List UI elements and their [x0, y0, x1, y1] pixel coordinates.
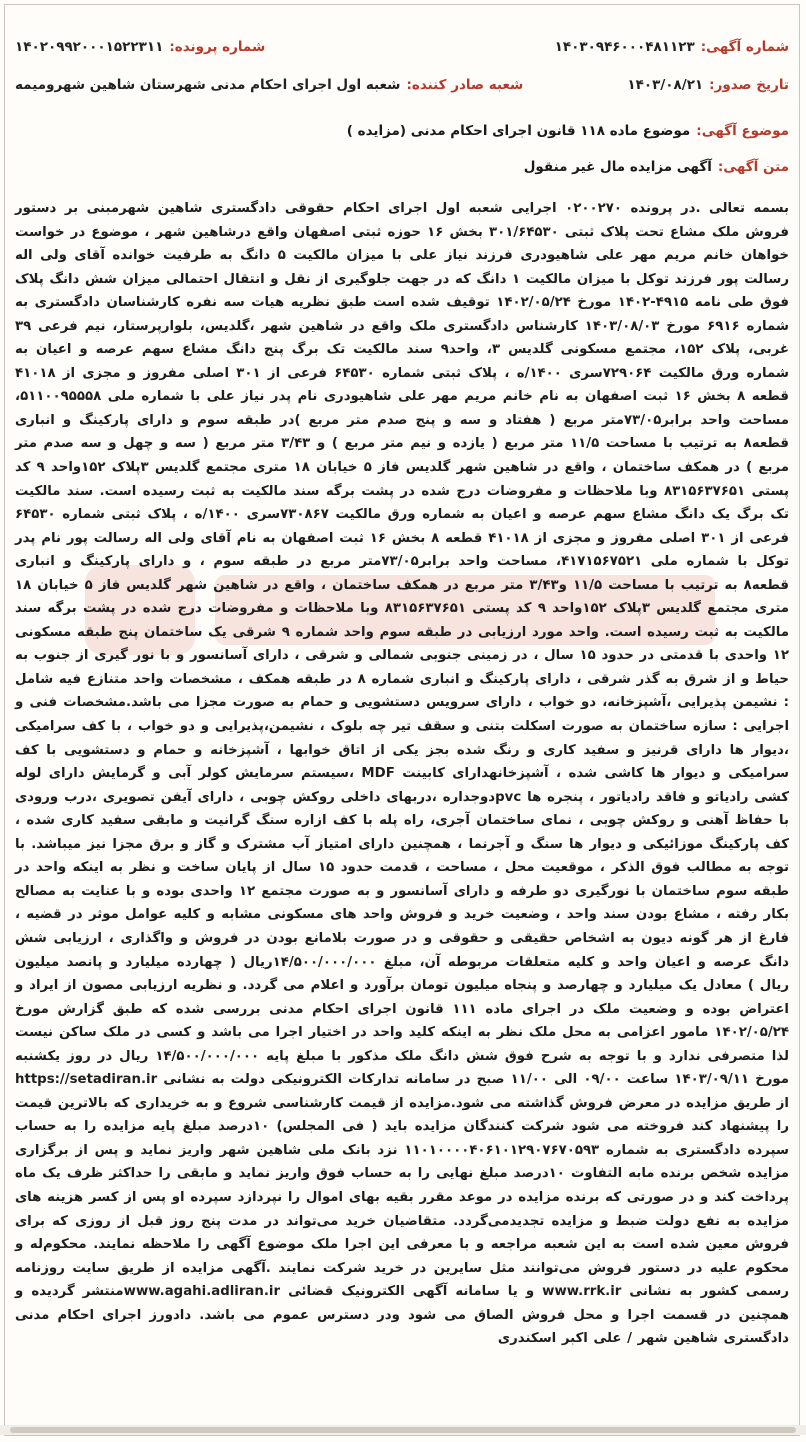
- header-row-1: [15, 35, 789, 59]
- case-number: [15, 39, 265, 55]
- ad-number: [555, 39, 789, 55]
- subject: [347, 123, 789, 139]
- scrollbar-thumb[interactable]: [10, 1427, 796, 1433]
- ad-number-value: ۱۴۰۳۰۹۴۶۰۰۰۴۸۱۱۲۳: [554, 39, 695, 55]
- subject-label: موضوع آگهی:: [696, 123, 789, 139]
- horizontal-scrollbar[interactable]: [0, 1425, 806, 1435]
- issuer-value: شعبه اول اجرای احکام مدنی شهرستان شاهین شهرومیمه: [15, 77, 401, 93]
- issue-date-label: تاریخ صدور:: [709, 77, 789, 93]
- ad-number-label: شماره آگهی:: [700, 39, 789, 55]
- notice-frame: [4, 4, 800, 1436]
- header-row-2: [15, 73, 789, 97]
- ad-title-label: متن آگهی:: [717, 159, 789, 175]
- issue-date: [627, 77, 789, 93]
- subject-value: موضوع ماده ۱۱۸ قانون اجرای احکام مدنی (مزایده ): [346, 123, 691, 139]
- ad-title-value: آگهی مزایده مال غیر منقول: [523, 159, 712, 175]
- case-number-value: ۱۴۰۲۰۹۹۲۰۰۰۱۵۲۲۳۱۱: [15, 39, 164, 55]
- issuer-label: شعبه صادر کننده:: [406, 77, 524, 93]
- issuer: [15, 77, 523, 93]
- issue-date-value: ۱۴۰۳/۰۸/۲۱: [627, 77, 704, 93]
- notice-body: بسمه تعالی .در پرونده ۰۲۰۰۲۷۰ اجرایی شعبه اول اجرای احکام حقوقی دادگستری شاهین شهرمبنی بر دستور فروش ملک مشاع تحت پلاک ثبتی ۳۰۱/۶۴۵۳۰ بخش ۱۶ حوزه ثبتی اصفهان واقع درشاهین شهر ، موضوع در خواست خواهان خانم مریم مهر علی شاهیودری فرزند نیاز علی با میزان مالکیت ۵ دانگ به طرفیت خوانده آقای ولی اله رسالت پور فرزند توکل با میزان مالکیت ۱ دانگ که در جهت جلوگیری از نقل و انتقال احتمالی میزان شش دانگ پلاک فوق طی نامه ۴۹۱۵-۱۴۰۲ مورخ ۱۴۰۲/۰۵/۲۴ توقیف شده است طبق نظریه هیات سه نفره کارشناسان دادگستری به شماره ۶۹۱۶ مورخ ۱۴۰۳/۰۸/۰۳ کارشناس دادگستری ملک واقع در شاهین شهر ،گلدیس، بلوارپرستار، نیم فرعی ۳۹ غربی، پلاک ۱۵۲، مجتمع مسکونی گلدیس ۳، واحد۹ سند مالکیت تک برگ پنج دانگ مشاع سهم عرصه و اعیان به شماره ورق مالکیت ۷۲۹۰۶۴سری ۱۴۰۰/ه ، پلاک ثبتی شماره ۶۴۵۳۰ فرعی از ۳۰۱ اصلی مفروز و مجزی از ۴۱۰۱۸ قطعه ۸ بخش ۱۶ ثبت اصفهان به نام خانم مریم مهر علی شاهیودری نام پدر نیاز علی با شماره ملی ۵۱۱۰۰۹۵۵۵۸، مساحت واحد برابر۷۳/۰۵متر مربع ( هفتاد و سه و پنج صدم متر مربع )در طبقه سوم و دارای پارکینگ و انباری قطعه۸ به ترتیب با مساحت ۱۱/۵ متر مربع ( یازده و نیم متر مربع ) و ۳/۴۳ متر مربع ( سه و چهل و سه صدم متر مربع ) در همکف ساختمان ، واقع در شاهین شهر گلدیس فاز ۵ خیابان ۱۸ متری مجتمع گلدیس ۳پلاک ۱۵۲واحد ۹ کد پستی ۸۳۱۵۶۳۷۶۵۱ وبا ملاحظات و مفروضات درج شده در پشت برگه سند مالکیت به ثبت رسیده است. سند مالکیت تک برگ یک دانگ مشاع سهم عرصه و اعیان به شماره ورق مالکیت ۷۳۰۸۶۷سری ۱۴۰۰/ه ، پلاک ثبتی شماره ۶۴۵۳۰ فرعی از ۳۰۱ اصلی مفروز و مجزی از ۴۱۰۱۸ قطعه ۸ بخش ۱۶ ثبت اصفهان به نام آقای ولی اله رسالت پور نام پدر توکل با شماره ملی ۴۱۷۱۵۶۷۵۲۱، مساحت واحد برابر۷۳/۰۵متر مربع در طبقه سوم ، و دارای پارکینگ و انباری قطعه۸ به ترتیب با مساحت ۱۱/۵ و۳/۴۳ متر مربع در همکف ساختمان ، واقع در شاهین شهر گلدیس فاز ۵ خیابان ۱۸ متری مجتمع گلدیس ۳پلاک ۱۵۲واحد ۹ کد پستی ۸۳۱۵۶۳۷۶۵۱ وبا ملاحظات و مفروضات درج شده در پشت برگه سند مالکیت به ثبت رسیده است. واحد مورد ارزیابی در طبقه سوم واحد شماره ۹ شرقی یک ساختمان پنج طبقه مسکونی ۱۲ واحدی با قدمتی در حدود ۱۵ سال ، در زمینی جنوبی شمالی و شرقی ، دارای آسانسور و با نور گیری از جنوب به حیاط و از شرق به گذر شرقی ، دارای پارکینگ و انباری شماره ۸ در طبقه همکف ، مشخصات واحد متنازع فیه شامل : نشیمن پذیرایی ،آشپزخانه، دو خواب ، دارای سرویس دستشویی و حمام به صورت مجزا می باشد.مشخصات فنی و اجرایی : سازه ساختمان به صورت اسکلت بتنی و سقف تیر چه بلوک ، نشیمن،پذیرایی و دو خواب ، با کف سرامیکی ،دیوار ها دارای قرنیز و سفید کاری و رنگ شده بجز یکی از اتاق خوابها ، آشپزخانه و حمام و دستشویی با کف سرامیکی و دیوار ها کاشی شده ، آشپزخانهدارای کابینت MDF ،سیستم سرمایش کولر آبی و گرمایش دارای لوله کشی رادیاتو و فاقد رادیاتور ، پنجره ها pvcدوجداره ،دربهای داخلی روکش چوبی ، دارای آیفن تصویری ،درب ورودی با حفاظ آهنی و روکش چوبی ، نمای ساختمان آجری، راه پله با کف ازاره سنگ گرانیت و مابقی سفید کاری شده ، کف پارکینگ موزائیکی و دیوار ها سنگ و آجرنما ، همچنین دارای امتیاز آب مشترک و گاز و برق مجزا نیز میباشد. با توجه به مطالب فوق الذکر ، موقعیت محل ، مساحت ، قدمت حدود ۱۵ سال از پایان ساخت و نظر به اینکه واحد در طبقه سوم ساختمان با نورگیری دو طرفه و دارای آسانسور و به صورت مجتمع ۱۲ واحدی بوده و با عنایت به مصالح بکار رفته ، مشاع بودن سند واحد ، وضعیت خرید و فروش واحد های مسکونی مشابه و کلیه عوامل موثر در قضیه ، فارغ از هر گونه دیون به اشخاص حقیقی و حقوقی و در صورت بلامانع بودن در فروش و واگذاری ، ارزیابی شش دانگ عرصه و اعیان واحد و کلیه متعلقات مربوطه آن، مبلغ ۱۴/۵۰۰/۰۰۰/۰۰۰ریال ( چهارده میلیارد و پانصد میلیون ریال ) معادل یک میلیارد و چهارصد و پنجاه میلیون تومان برآورد و اعلام می گردد. و نظریه ارزیابی مصون از ایراد و اعتراض بوده و وضعیت ملک در اجرای ماده ۱۱۱ قانون اجرای احکام مدنی بررسی شده که طبق گزارش مورخ ۱۴۰۲/۰۵/۲۴ مامور اعزامی به محل ملک نظر به اینکه کلید واحد در اختیار اجرا می باشد و کسی در ملک ساکن نیست لذا متصرفی ندارد و با توجه به شرح فوق شش دانگ ملک مذکور با مبلغ پایه ۱۴/۵۰۰/۰۰۰/۰۰۰ ریال در روز یکشنبه مورخ ۱۴۰۳/۰۹/۱۱ ساعت ۰۹/۰۰ الی ۱۱/۰۰ صبح در سامانه تدارکات الکترونیکی دولت به نشانی https://setadiran.ir از طریق مزایده در معرض فروش گذاشته می شود.مزایده از قیمت کارشناسی شروع و به خریداری که بالاترین قیمت را پیشنهاد کند فروخته می شود شرکت کنندگان مزایده باید ( فی المجلس) ۱۰درصد مبلغ پایه مزایده را به حساب سپرده دادگستری به شماره ۱۱۰۱۰۰۰۰۴۰۶۱۰۱۲۹۰۷۶۷۰۵۹۳ نزد بانک ملی شاهین شهر واریز نماید و پس از برگزاری مزایده شخص برنده مابه التفاوت ۱۰درصد مبلغ نهایی را به حساب فوق واریز نماید و مابقی را حداکثر ظرف یک ماه پرداخت کند و در صورتی که برنده مزایده در موعد مقرر بقیه بهای اموال را نپردازد سپرده او پس از کسر هزینه های مزایده به نفع دولت ضبط و مزایده تجدیدمی‌گردد. متقاضیان خرید می‌تواند در مدت پنج روز قبل از روزی که برای فروش معین شده است به این شعبه مراجعه و با معرفی این اجرا ملک موضوع آگهی را ملاحظه نمایند. محکوم‌له و محکوم علیه در دستور فروش می‌توانند مثل سایرین در خرید شرکت نمایند .آگهی مزایده از طریق سایت روزنامه رسمی کشور به نشانی www.rrk.ir و یا سامانه آگهی الکترونیک قضائی www.agahi.adliran.irمنتشر گردیده و همچنین در قسمت اجرا و محل فروش الصاق می شود ودر دسترس عموم می باشد. دادورز اجرای احکام مدنی دادگستری شاهین شهر / علی اکبر اسکندری: [15, 201, 790, 1347]
- case-number-label: شماره پرونده:: [169, 39, 266, 55]
- ad-title: [524, 159, 789, 175]
